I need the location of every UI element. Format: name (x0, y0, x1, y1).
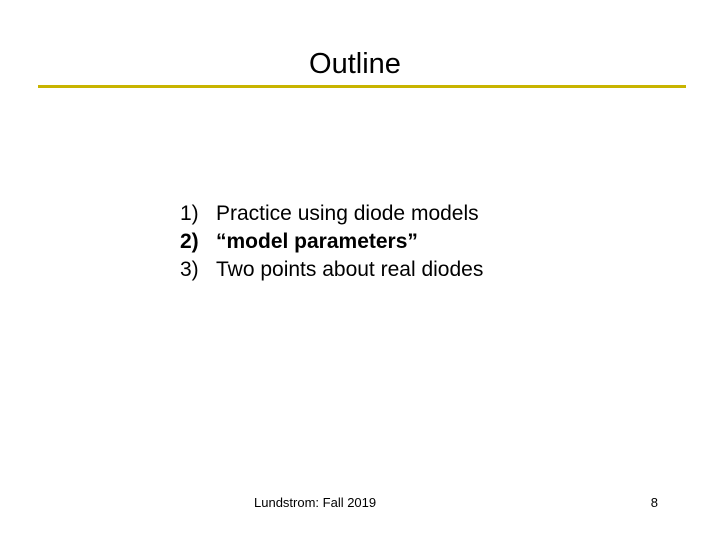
outline-item-1 (180, 200, 483, 228)
page-number: 8 (650, 495, 658, 510)
title-underline-rule (38, 85, 686, 88)
slide-title: Outline (309, 48, 401, 80)
outline-item-3 (180, 256, 483, 284)
footer-text: Lundstrom: Fall 2019 (254, 495, 377, 510)
outline-item-number: 3) (180, 258, 199, 281)
outline-item-text: Practice using diode models (216, 202, 479, 225)
outline-list (180, 200, 483, 284)
outline-item-text: Two points about real diodes (216, 258, 484, 281)
outline-item-2 (180, 228, 483, 256)
outline-item-number: 2) (180, 230, 199, 253)
outline-item-number: 1) (180, 202, 199, 225)
outline-item-text: “model parameters” (216, 230, 418, 253)
